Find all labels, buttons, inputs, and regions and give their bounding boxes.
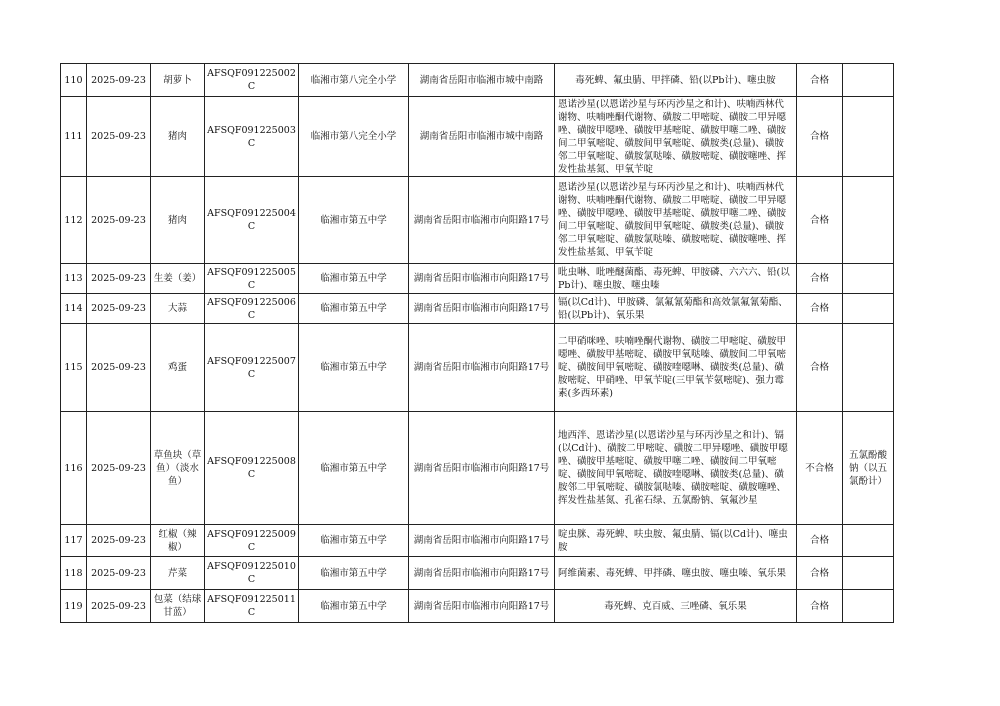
sample-code-cell: AFSQF091225003C xyxy=(205,97,299,177)
sample-name-cell: 大蒜 xyxy=(151,294,205,324)
result-cell: 不合格 xyxy=(797,412,843,525)
sampled-address-cell: 湖南省岳阳市临湘市向阳路17号 xyxy=(409,525,555,557)
sampled-address-cell: 湖南省岳阳市临湘市城中南路 xyxy=(409,64,555,97)
table-row xyxy=(61,557,894,590)
sample-date-cell: 2025-09-23 xyxy=(87,177,151,264)
sampled-address-cell: 湖南省岳阳市临湘市向阳路17号 xyxy=(409,412,555,525)
sample-name-cell: 生姜（姜） xyxy=(151,264,205,294)
sample-date-cell: 2025-09-23 xyxy=(87,97,151,177)
test-items-cell: 啶虫脒、毒死蜱、呋虫胺、氟虫腈、镉(以Cd计)、噻虫胺 xyxy=(555,525,797,557)
failed-items-cell xyxy=(843,97,894,177)
table-row xyxy=(61,294,894,324)
sampled-unit-cell: 临湘市第八完全小学 xyxy=(299,97,409,177)
sample-code-cell: AFSQF091225005C xyxy=(205,264,299,294)
sample-date-cell: 2025-09-23 xyxy=(87,525,151,557)
row-number-cell: 112 xyxy=(61,177,87,264)
table-row xyxy=(61,64,894,97)
sampled-unit-cell: 临湘市第五中学 xyxy=(299,590,409,623)
sampled-address-cell: 湖南省岳阳市临湘市向阳路17号 xyxy=(409,294,555,324)
sampled-unit-cell: 临湘市第五中学 xyxy=(299,412,409,525)
sample-code-cell: AFSQF091225004C xyxy=(205,177,299,264)
table-body xyxy=(61,64,894,623)
failed-items-cell xyxy=(843,294,894,324)
sample-code-cell: AFSQF091225009C xyxy=(205,525,299,557)
failed-items-cell: 五氯酚酸钠（以五氯酚计） xyxy=(843,412,894,525)
result-cell: 合格 xyxy=(797,64,843,97)
sample-name-cell: 猪肉 xyxy=(151,97,205,177)
sample-code-cell: AFSQF091225011C xyxy=(205,590,299,623)
sample-name-cell: 草鱼块（草鱼）（淡水鱼） xyxy=(151,412,205,525)
table-row xyxy=(61,412,894,525)
sampled-unit-cell: 临湘市第八完全小学 xyxy=(299,64,409,97)
table-row xyxy=(61,324,894,412)
table-row xyxy=(61,177,894,264)
row-number-cell: 114 xyxy=(61,294,87,324)
sampled-unit-cell: 临湘市第五中学 xyxy=(299,294,409,324)
sampled-address-cell: 湖南省岳阳市临湘市向阳路17号 xyxy=(409,264,555,294)
result-cell: 合格 xyxy=(797,324,843,412)
table-row xyxy=(61,264,894,294)
test-items-cell: 阿维菌素、毒死蜱、甲拌磷、噻虫胺、噻虫嗪、氧乐果 xyxy=(555,557,797,590)
result-cell: 合格 xyxy=(797,177,843,264)
test-items-cell: 镉(以Cd计)、甲胺磷、氯氟氰菊酯和高效氯氟氰菊酯、铅(以Pb计)、氧乐果 xyxy=(555,294,797,324)
table-row xyxy=(61,97,894,177)
test-items-cell: 恩诺沙星(以恩诺沙星与环丙沙星之和计)、呋喃西林代谢物、呋喃唑酮代谢物、磺胺二甲嘧啶、磺胺二甲异噁唑、磺胺甲噁唑、磺胺甲基嘧啶、磺胺甲噻二唑、磺胺间二甲氧嘧啶、磺胺间甲氧嘧啶、磺胺类(总量)、磺胺邻二甲氧嘧啶、磺胺氯哒嗪、磺胺嘧啶、磺胺噻唑、挥发性盐基氮、甲氧苄啶 xyxy=(555,177,797,264)
sample-name-cell: 胡萝卜 xyxy=(151,64,205,97)
row-number-cell: 111 xyxy=(61,97,87,177)
row-number-cell: 119 xyxy=(61,590,87,623)
test-items-cell: 二甲硝咪唑、呋喃唑酮代谢物、磺胺二甲嘧啶、磺胺甲噁唑、磺胺甲基嘧啶、磺胺甲氧哒嗪、磺胺间二甲氧嘧啶、磺胺间甲氧嘧啶、磺胺喹噁啉、磺胺类(总量)、磺胺嘧啶、甲硝唑、甲氧苄啶(三甲氧苄氨嘧啶)、强力霉素(多西环素) xyxy=(555,324,797,412)
sample-date-cell: 2025-09-23 xyxy=(87,264,151,294)
sampled-address-cell: 湖南省岳阳市临湘市向阳路17号 xyxy=(409,324,555,412)
sampled-unit-cell: 临湘市第五中学 xyxy=(299,557,409,590)
sampled-unit-cell: 临湘市第五中学 xyxy=(299,525,409,557)
row-number-cell: 113 xyxy=(61,264,87,294)
row-number-cell: 110 xyxy=(61,64,87,97)
sample-code-cell: AFSQF091225010C xyxy=(205,557,299,590)
sample-date-cell: 2025-09-23 xyxy=(87,324,151,412)
result-cell: 合格 xyxy=(797,294,843,324)
sample-name-cell: 包菜（结球甘蓝） xyxy=(151,590,205,623)
sample-name-cell: 猪肉 xyxy=(151,177,205,264)
table-row xyxy=(61,590,894,623)
test-items-cell: 毒死蜱、克百威、三唑磷、氧乐果 xyxy=(555,590,797,623)
result-cell: 合格 xyxy=(797,97,843,177)
sampled-unit-cell: 临湘市第五中学 xyxy=(299,177,409,264)
failed-items-cell xyxy=(843,324,894,412)
test-items-cell: 吡虫啉、吡唑醚菌酯、毒死蜱、甲胺磷、六六六、铅(以Pb计)、噻虫胺、噻虫嗪 xyxy=(555,264,797,294)
result-cell: 合格 xyxy=(797,525,843,557)
sample-code-cell: AFSQF091225002C xyxy=(205,64,299,97)
sampled-address-cell: 湖南省岳阳市临湘市向阳路17号 xyxy=(409,590,555,623)
row-number-cell: 118 xyxy=(61,557,87,590)
table-row xyxy=(61,525,894,557)
sampled-address-cell: 湖南省岳阳市临湘市向阳路17号 xyxy=(409,557,555,590)
test-items-cell: 毒死蜱、氟虫腈、甲拌磷、铅(以Pb计)、噻虫胺 xyxy=(555,64,797,97)
sampled-unit-cell: 临湘市第五中学 xyxy=(299,264,409,294)
sample-date-cell: 2025-09-23 xyxy=(87,557,151,590)
result-cell: 合格 xyxy=(797,590,843,623)
sample-name-cell: 鸡蛋 xyxy=(151,324,205,412)
sample-code-cell: AFSQF091225008C xyxy=(205,412,299,525)
test-items-cell: 恩诺沙星(以恩诺沙星与环丙沙星之和计)、呋喃西林代谢物、呋喃唑酮代谢物、磺胺二甲嘧啶、磺胺二甲异噁唑、磺胺甲噁唑、磺胺甲基嘧啶、磺胺甲噻二唑、磺胺间二甲氧嘧啶、磺胺间甲氧嘧啶、磺胺类(总量)、磺胺邻二甲氧嘧啶、磺胺氯哒嗪、磺胺嘧啶、磺胺噻唑、挥发性盐基氮、甲氧苄啶 xyxy=(555,97,797,177)
failed-items-cell xyxy=(843,264,894,294)
sample-code-cell: AFSQF091225006C xyxy=(205,294,299,324)
row-number-cell: 116 xyxy=(61,412,87,525)
sampled-address-cell: 湖南省岳阳市临湘市城中南路 xyxy=(409,97,555,177)
results-table xyxy=(60,63,894,623)
sampled-unit-cell: 临湘市第五中学 xyxy=(299,324,409,412)
row-number-cell: 117 xyxy=(61,525,87,557)
sample-date-cell: 2025-09-23 xyxy=(87,294,151,324)
failed-items-cell xyxy=(843,177,894,264)
failed-items-cell xyxy=(843,557,894,590)
sample-date-cell: 2025-09-23 xyxy=(87,412,151,525)
failed-items-cell xyxy=(843,64,894,97)
failed-items-cell xyxy=(843,590,894,623)
sample-date-cell: 2025-09-23 xyxy=(87,64,151,97)
result-cell: 合格 xyxy=(797,557,843,590)
failed-items-cell xyxy=(843,525,894,557)
sample-name-cell: 芹菜 xyxy=(151,557,205,590)
result-cell: 合格 xyxy=(797,264,843,294)
test-items-cell: 地西泮、恩诺沙星(以恩诺沙星与环丙沙星之和计)、镉(以Cd计)、磺胺二甲嘧啶、磺胺二甲异噁唑、磺胺甲噁唑、磺胺甲基嘧啶、磺胺甲噻二唑、磺胺间二甲氧嘧啶、磺胺间甲氧嘧啶、磺胺喹噁啉、磺胺类(总量)、磺胺邻二甲氧嘧啶、磺胺氯哒嗪、磺胺嘧啶、磺胺噻唑、挥发性盐基氮、孔雀石绿、五氯酚钠、氧氟沙星 xyxy=(555,412,797,525)
sample-date-cell: 2025-09-23 xyxy=(87,590,151,623)
sample-code-cell: AFSQF091225007C xyxy=(205,324,299,412)
sampled-address-cell: 湖南省岳阳市临湘市向阳路17号 xyxy=(409,177,555,264)
row-number-cell: 115 xyxy=(61,324,87,412)
sample-name-cell: 红椒（辣椒） xyxy=(151,525,205,557)
